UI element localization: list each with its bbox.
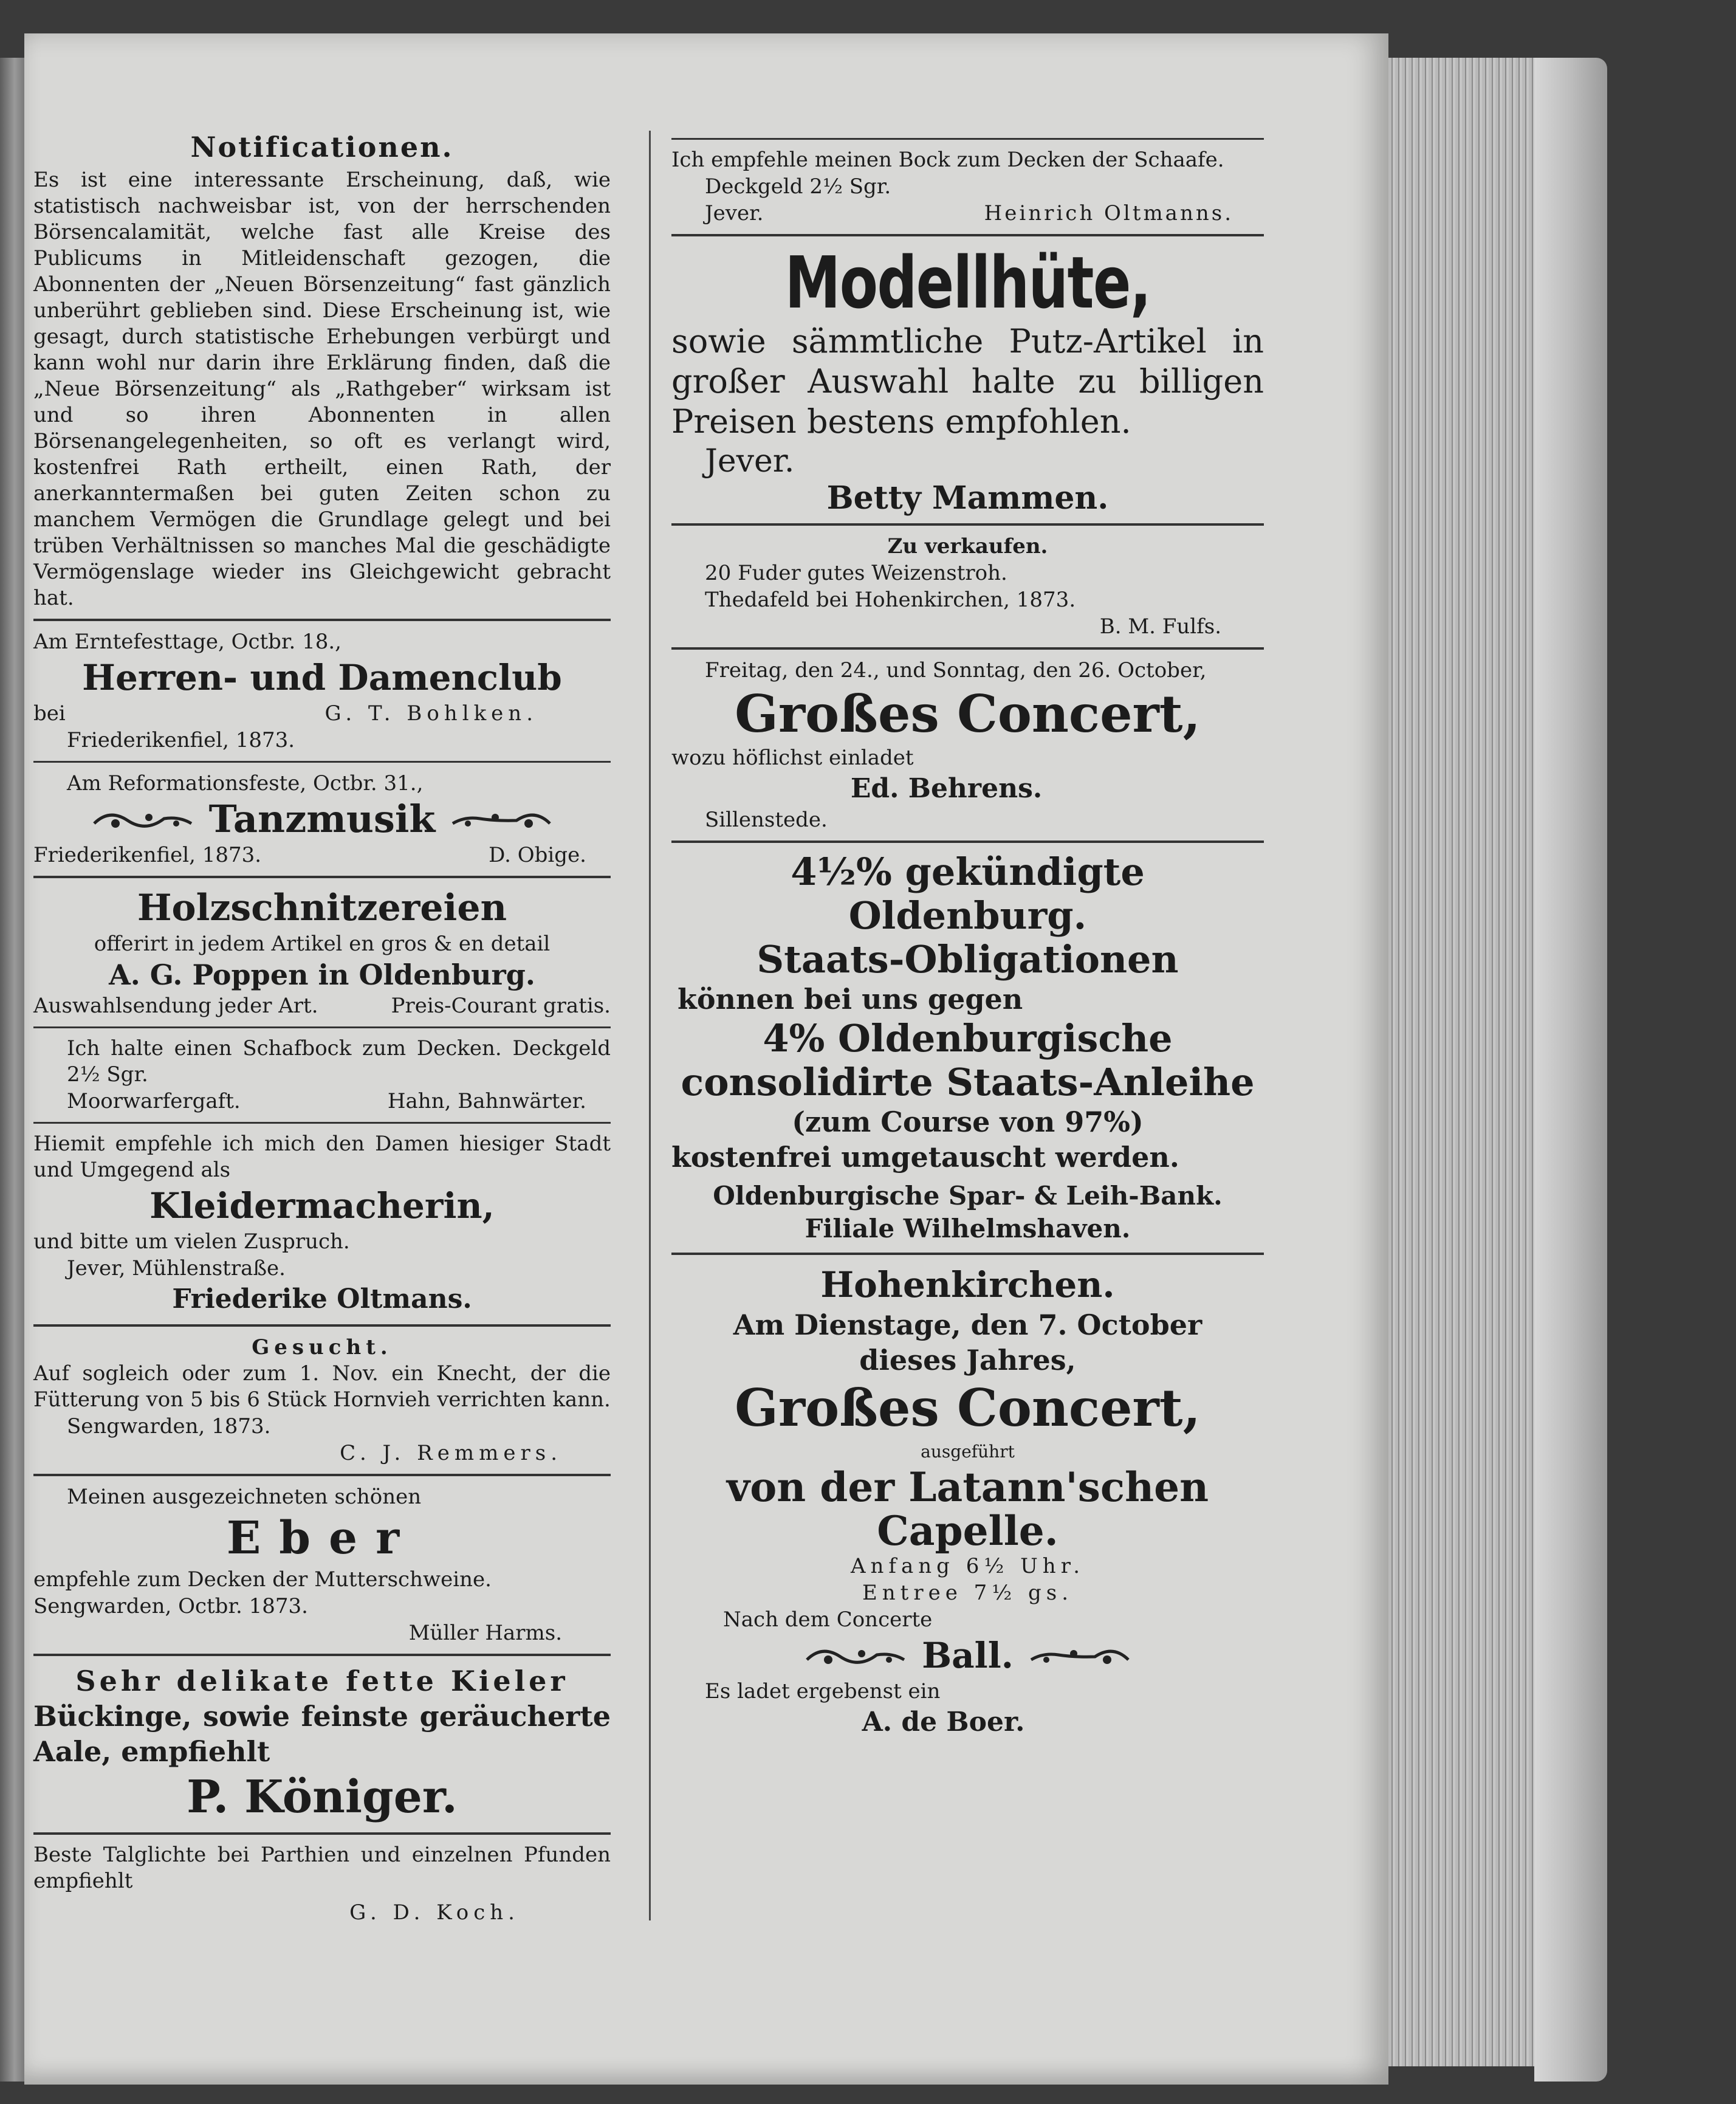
right-column [671, 131, 1264, 1740]
book-page-edges [1388, 58, 1538, 2066]
buck-fee: Deckgeld 2½ Sgr. [705, 174, 891, 199]
divider [33, 1654, 611, 1656]
hats-text: sowie sämmtliche Putz-Artikel in großer Auswahl halte zu billigen Preisen bestens empfohlen. [671, 322, 1264, 441]
column-divider [649, 131, 651, 1920]
dressmaker-heading: Kleidermacherin, [149, 1185, 495, 1226]
straw-item: 20 Fuder gutes Weizenstroh. [705, 561, 1007, 585]
left-column [33, 131, 611, 1926]
dressmaker-sign: Friederike Oltmans. [172, 1284, 472, 1315]
hohenkirchen-ad [671, 1262, 1264, 1740]
hohen-band: von der Latann'schen Capelle. [726, 1463, 1209, 1555]
dressmaker-request: und bitte um vielen Zuspruch. [33, 1229, 350, 1254]
left-ornament-icon [804, 1642, 907, 1669]
concert-sign: Ed. Behrens. [850, 773, 1043, 804]
hohen-ball: Ball. [922, 1635, 1014, 1676]
notification-body: Es ist eine interessante Erscheinung, daß, wie statistisch nachweisbar ist, von der herrschenden Börsencalamität, welche fast alle Kreise des Publicums in Mitleidenschaft gezogen, die Abonnenten der „Neuen Börsenzeitung“ fast gänzlich unberührt geblieben sind. Diese Erscheinung ist, wie gesagt, durch statistische Erhebungen verbürgt und kann wohl nur darin ihre Erklärung finden, daß die „Neue Börsenzeitung“ als „Rathgeber“ wirksam ist und so ihren Abonnenten in allen Börsenangelegenheiten, so oft es verlangt wird, kostenfrei Rath ertheilt, einen Rath, der anerkanntermaßen bei guten Zeiten schon zu manchem Vermögen die Grundlage gelegt und bei trüben Verhältnissen so manches Mal die geschädigte Vermögenslage wieder ins Gleichgewicht gebracht hat. [33, 168, 611, 610]
book-cover-edge [1534, 58, 1607, 2082]
dance-sign: D. Obige. [489, 843, 586, 867]
divider [671, 234, 1264, 236]
woodcarving-ad [33, 885, 611, 1019]
club-host: G. T. Bohlken. [324, 701, 538, 726]
dance-date: Am Reformationsfeste, Octbr. 31., [67, 771, 424, 796]
bonds-ad [671, 850, 1264, 1245]
right-ornament-icon [1028, 1642, 1131, 1669]
dance-ad [33, 770, 611, 868]
herring-line2: Bückinge, sowie feinste geräucherte Aale, empfiehlt [33, 1700, 611, 1768]
candles-text: Beste Talglichte bei Parthien und einzelnen Pfunden empfiehlt [33, 1843, 611, 1893]
buck-sign: Heinrich Oltmanns. [984, 201, 1233, 225]
bonds-bank: Oldenburgische Spar- & Leih-Bank. [713, 1181, 1223, 1211]
herring-ad [33, 1663, 611, 1825]
buck-place: Jever. [705, 201, 764, 225]
divider [671, 1253, 1264, 1255]
straw-sign: B. M. Fulfs. [1099, 614, 1221, 639]
candles-ad [33, 1842, 611, 1926]
hohen-concert: Großes Concert, [735, 1378, 1201, 1438]
dance-place: Friederikenfiel, 1873. [33, 843, 262, 867]
ram-text: Ich halte einen Schafbock zum Decken. Deckgeld 2½ Sgr. [67, 1036, 611, 1087]
club-bei: bei [33, 701, 66, 726]
boar-place: Sengwarden, Octbr. 1873. [33, 1594, 308, 1618]
ram-sign: Hahn, Bahnwärter. [387, 1089, 586, 1113]
hohen-heading: Hohenkirchen. [820, 1264, 1115, 1305]
hohen-start: Anfang 6½ Uhr. [850, 1554, 1085, 1578]
buck-text: Ich empfehle meinen Bock zum Decken der Schaafe. [671, 148, 1224, 172]
previous-page-edge [0, 58, 24, 2082]
wanted-text: Auf sogleich oder zum 1. Nov. ein Knecht, der die Fütterung von 5 bis 6 Stück Hornvieh verrichten kann. [33, 1361, 611, 1412]
hohen-date: Am Dienstage, den 7. October [733, 1308, 1203, 1341]
herring-line1: Sehr delikate fette Kieler [75, 1665, 569, 1697]
dressmaker-text: Hiemit empfehle ich mich den Damen hiesiger Stadt und Umgegend als [33, 1132, 611, 1182]
club-place: Friederikenfiel, 1873. [67, 728, 295, 752]
woodcarving-seller: A. G. Poppen in Oldenburg. [109, 958, 535, 991]
hats-sign: Betty Mammen. [826, 480, 1109, 517]
hohen-performed: ausgeführt [921, 1442, 1015, 1462]
herring-seller: P. Königer. [187, 1771, 458, 1823]
boar-intro: Meinen ausgezeichneten schönen [67, 1485, 422, 1509]
divider [33, 1026, 611, 1028]
woodcarving-selection: Auswahlsendung jeder Art. [33, 994, 318, 1018]
wanted-heading: Gesucht. [252, 1335, 393, 1360]
dance-heading: Tanzmusik [208, 797, 436, 841]
divider [33, 876, 611, 878]
bonds-line1: 4½% gekündigte Oldenburg. [791, 850, 1145, 938]
hohen-entry: Entree 7½ gs. [862, 1581, 1074, 1605]
bonds-line5: (zum Course von 97%) [792, 1105, 1144, 1138]
divider [671, 523, 1264, 526]
hats-heading: Modellhüte, [784, 241, 1151, 325]
divider [671, 841, 1264, 843]
divider [33, 1474, 611, 1476]
bonds-line4: 4% Oldenburgische consolidirte Staats-Anleihe [681, 1016, 1255, 1104]
concert-place: Sillenstede. [705, 808, 828, 832]
candles-sign: G. D. Koch. [349, 1900, 520, 1925]
bonds-line6: kostenfrei umgetauscht werden. [671, 1141, 1179, 1174]
straw-place: Thedafeld bei Hohenkirchen, 1873. [705, 588, 1076, 612]
concert-invite: wozu höflichst einladet [671, 746, 914, 770]
woodcarving-offer: offerirt in jedem Artikel en gros & en detail [94, 932, 551, 956]
dressmaker-place: Jever, Mühlenstraße. [67, 1256, 286, 1281]
ram-place: Moorwarfergaft. [67, 1089, 241, 1113]
wanted-sign: C. J. Remmers. [340, 1441, 562, 1465]
divider [33, 1832, 611, 1835]
hats-place: Jever. [705, 443, 795, 480]
divider [671, 647, 1264, 650]
dressmaker-ad [33, 1131, 611, 1317]
club-heading: Herren- und Damenclub [82, 657, 562, 698]
straw-heading: Zu verkaufen. [887, 534, 1048, 559]
boar-sign: Müller Harms. [408, 1621, 562, 1645]
divider [671, 138, 1264, 140]
boar-text: empfehle zum Decken der Mutterschweine. [33, 1567, 492, 1592]
hohen-sign: A. de Boer. [862, 1707, 1025, 1738]
bonds-branch: Filiale Wilhelmshaven. [805, 1214, 1131, 1243]
club-date: Am Erntefesttage, Octbr. 18., [33, 630, 341, 654]
right-ornament-icon [450, 805, 553, 833]
straw-ad [671, 533, 1264, 640]
notification-title: Notificationen. [190, 131, 454, 163]
woodcarving-heading: Holzschnitzereien [137, 887, 507, 929]
club-ad [33, 628, 611, 754]
wanted-ad [33, 1334, 611, 1466]
divider [33, 761, 611, 763]
divider [33, 1122, 611, 1124]
left-ornament-icon [91, 805, 194, 833]
hohen-invite: Es ladet ergebenst ein [705, 1679, 941, 1703]
concert-heading: Großes Concert, [735, 684, 1201, 744]
buck-ad [671, 147, 1264, 227]
boar-heading: Eber [226, 1512, 418, 1564]
hohen-after: Nach dem Concerte [723, 1607, 933, 1632]
bonds-line3: können bei uns gegen [678, 983, 1023, 1016]
hohen-year: dieses Jahres, [859, 1344, 1076, 1377]
hats-ad [671, 241, 1264, 517]
wanted-place: Sengwarden, 1873. [67, 1414, 271, 1439]
divider [33, 619, 611, 621]
ram-ad [33, 1036, 611, 1115]
woodcarving-pricelist: Preis-Courant gratis. [391, 994, 611, 1018]
concert-dates: Freitag, den 24., und Sonntag, den 26. October, [705, 658, 1207, 682]
concert-ad [671, 657, 1264, 833]
divider [33, 1324, 611, 1327]
boar-ad [33, 1483, 611, 1646]
notification-ad [33, 131, 611, 611]
bonds-line2: Staats-Obligationen [756, 937, 1179, 982]
